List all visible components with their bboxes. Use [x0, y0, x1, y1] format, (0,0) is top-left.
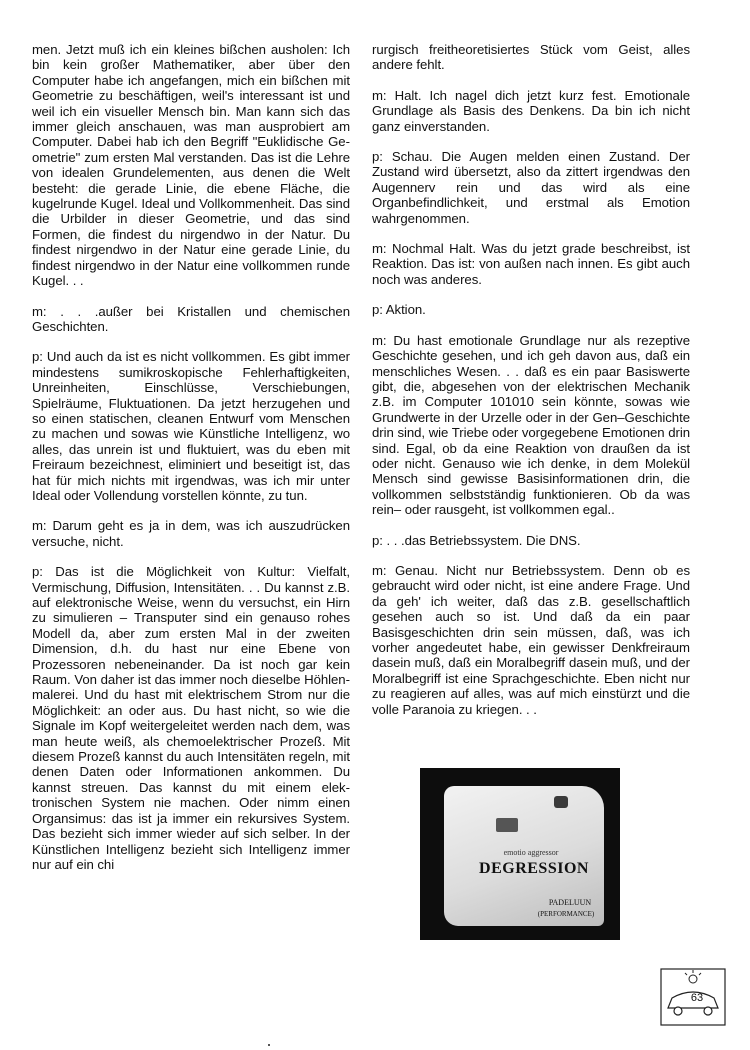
page-number: 63 — [690, 992, 704, 1004]
photo-label-mark — [496, 818, 518, 832]
paragraph: m: Du hast emotionale Grundlage nur als rezeptive Geschichte gesehen, und ich geh davon aus, daß ein menschliches Wesen. . . daß es ein paar Basiswerte gibt, die, abgesehen von der elektrischen Mechanik z.B. im Computer 101010 sein könnte, sowas wie Grundwerte in der Urzelle oder in der Gen–Geschichte drin sind, wie Triebe oder vorgegebene Emotionen drin sind. Egal, ob da eine Reaktion von draußen da ist oder nicht. Genauso wie ich denke, in dem Molekül Mensch sind gewisse Basisinformationen drin, die vollkommen selbstständig funktionieren. Ob da was rein– oder rausgeht, ist vollkommen egal.. — [372, 332, 690, 518]
photo-author: PADELUUN — [548, 898, 592, 907]
photo-subtitle: emotio aggressor — [503, 848, 559, 857]
right-text-column — [372, 42, 690, 732]
paragraph: rurgisch freitheoretisiertes Stück vom Geist, alles andere fehlt. — [372, 42, 690, 73]
paragraph: p: . . .das Betriebssystem. Die DNS. — [372, 532, 581, 548]
paragraph: m: Darum geht es ja in dem, was ich auszudrücken versuche, nicht. — [32, 518, 350, 549]
paragraph: p: Das ist die Möglichkeit von Kultur: Vielfalt, Vermischung, Diffusion, Intensitäten. . . Du kannst z.B. auf elektronische Weise, wenn du versuchst, ein Hirn zu simulieren – Transputer sind ein genauso rohes Modell da, aber zum ersten Mal in der zweiten Dimension, d.h. du hast nur eine Ebene von Prozessoren nebeneinander. Da ist noch gar kein Raum. Von daher ist das immer noch dieselbe Höhlenmalerei. Und du hast mit elektrischem Strom nur die Möglichkeit: an oder aus. Du hast nicht, so wie die Signale im Kopf weitergeleitet werden nach dem, was man heute weiß, als chemoelektrischer Prozeß. Mit diesem Prozeß kannst du auch Intensitäten regeln, mit denen Daten oder Informationen ankommen. Du kannst streuen. Das kannst du mit einem elektronischen System nie machen. Oder nimm einen Organsimus: das ist ja immer ein rekursives System. Das bezieht sich immer wieder auf sich selber. In der Künstlichen Intelligenz bezieht sich Intelligenz immer nur auf ein chi — [32, 564, 350, 872]
print-dot — [268, 1044, 270, 1046]
degression-photo — [420, 768, 620, 940]
page-number-badge — [660, 968, 726, 1026]
left-text-column — [32, 42, 350, 887]
photo-stamp-mark — [554, 796, 568, 808]
paragraph: men. Jetzt muß ich ein kleines bißchen ausholen: Ich bin kein großer Mathematiker, aber über den Computer habe ich angefangen, mich ein bißchen mit Geometrie zu beschäftigen, weil's interessant ist und weil ich ein visueller Mensch bin. Man kann sich das immer gleich anschauen, was man ausprobiert am Computer. Dabei hab ich den Begriff "Euklidische Geometrie" zum ersten Mal verstanden. Das ist die Lehre von idealen Grundelementen, aus denen die Welt besteht: die gerade Linie, die ebene Fläche, die kugelrunde Kugel. Ideal und Vollkommenheit. Das sind die Urbilder in dieser Geometrie, und das sind Formen, die findest du nirgendwo in der Natur. Du findest nirgendwo in der Natur eine gerade Linie, du findest nirgendwo in der Natur eine vollkommen runde Kugel. . . — [32, 42, 350, 289]
paragraph: m: Halt. Ich nagel dich jetzt kurz fest. Emotionale Grundlage als Basis des Denkens. Da bin ich nicht ganz einverstanden. — [372, 87, 690, 134]
paragraph: m: Genau. Nicht nur Betriebssystem. Denn ob es gebraucht wird oder nicht, ist eine andere Frage. Und da geh' ich weiter, daß das z.B. gesellschaftlich gesehen auch so ist. Und daß da ein paar Basisgeschichten drin sein müssen, daß, was ich vorher angedeutet habe, ein gewisser Denkfreiraum dasein muß, daß ein Moralbegriff dasein muß, und der Moralbegriff ist eine Sprachgeschichte. Eben nicht nur zu reagieren auf alles, was auf mich einstürzt und die volle Paranoia zu kriegen. . . — [372, 562, 690, 717]
paragraph: m: Nochmal Halt. Was du jetzt grade beschreibst, ist Reaktion. Das ist: von außen nach innen. Es gibt auch noch was anderes. — [372, 241, 690, 287]
paragraph: p: Aktion. — [372, 302, 426, 318]
photo-performance-label: (PERFORMANCE) — [537, 910, 595, 918]
paragraph: m: . . .außer bei Kristallen und chemischen Geschichten. — [32, 303, 350, 334]
paragraph: p: Und auch da ist es nicht vollkommen. Es gibt immer mindestens sumikroskopische Fehlerhaftigkeiten, Unreinheiten, Einschlüsse, Verschiebungen, Spielräume, Fluktuationen. Da jetzt herzugehen und so einen statischen, cleanen Entwurf vom Menschen zu machen und sowas wie Künstliche Intelligenz, wo alles, das unrein ist und fluktuiert, was du eben mit Freiraum bezeichnest, eliminiert und beseitigt ist, das hat für mich nichts mit irgendwas, was ich mir unter Ideal oder Vollendung vorstellen könnte, zu tun. — [32, 349, 350, 503]
paragraph: p: Schau. Die Augen melden einen Zustand. Der Zustand wird übersetzt, also da zittert irgendwas den Augennerv rein und das wird als eine Organbefindlichkeit, und erstmal als Emotion wahrgenommen. — [372, 149, 690, 226]
photo-title: DEGRESSION — [479, 860, 589, 877]
